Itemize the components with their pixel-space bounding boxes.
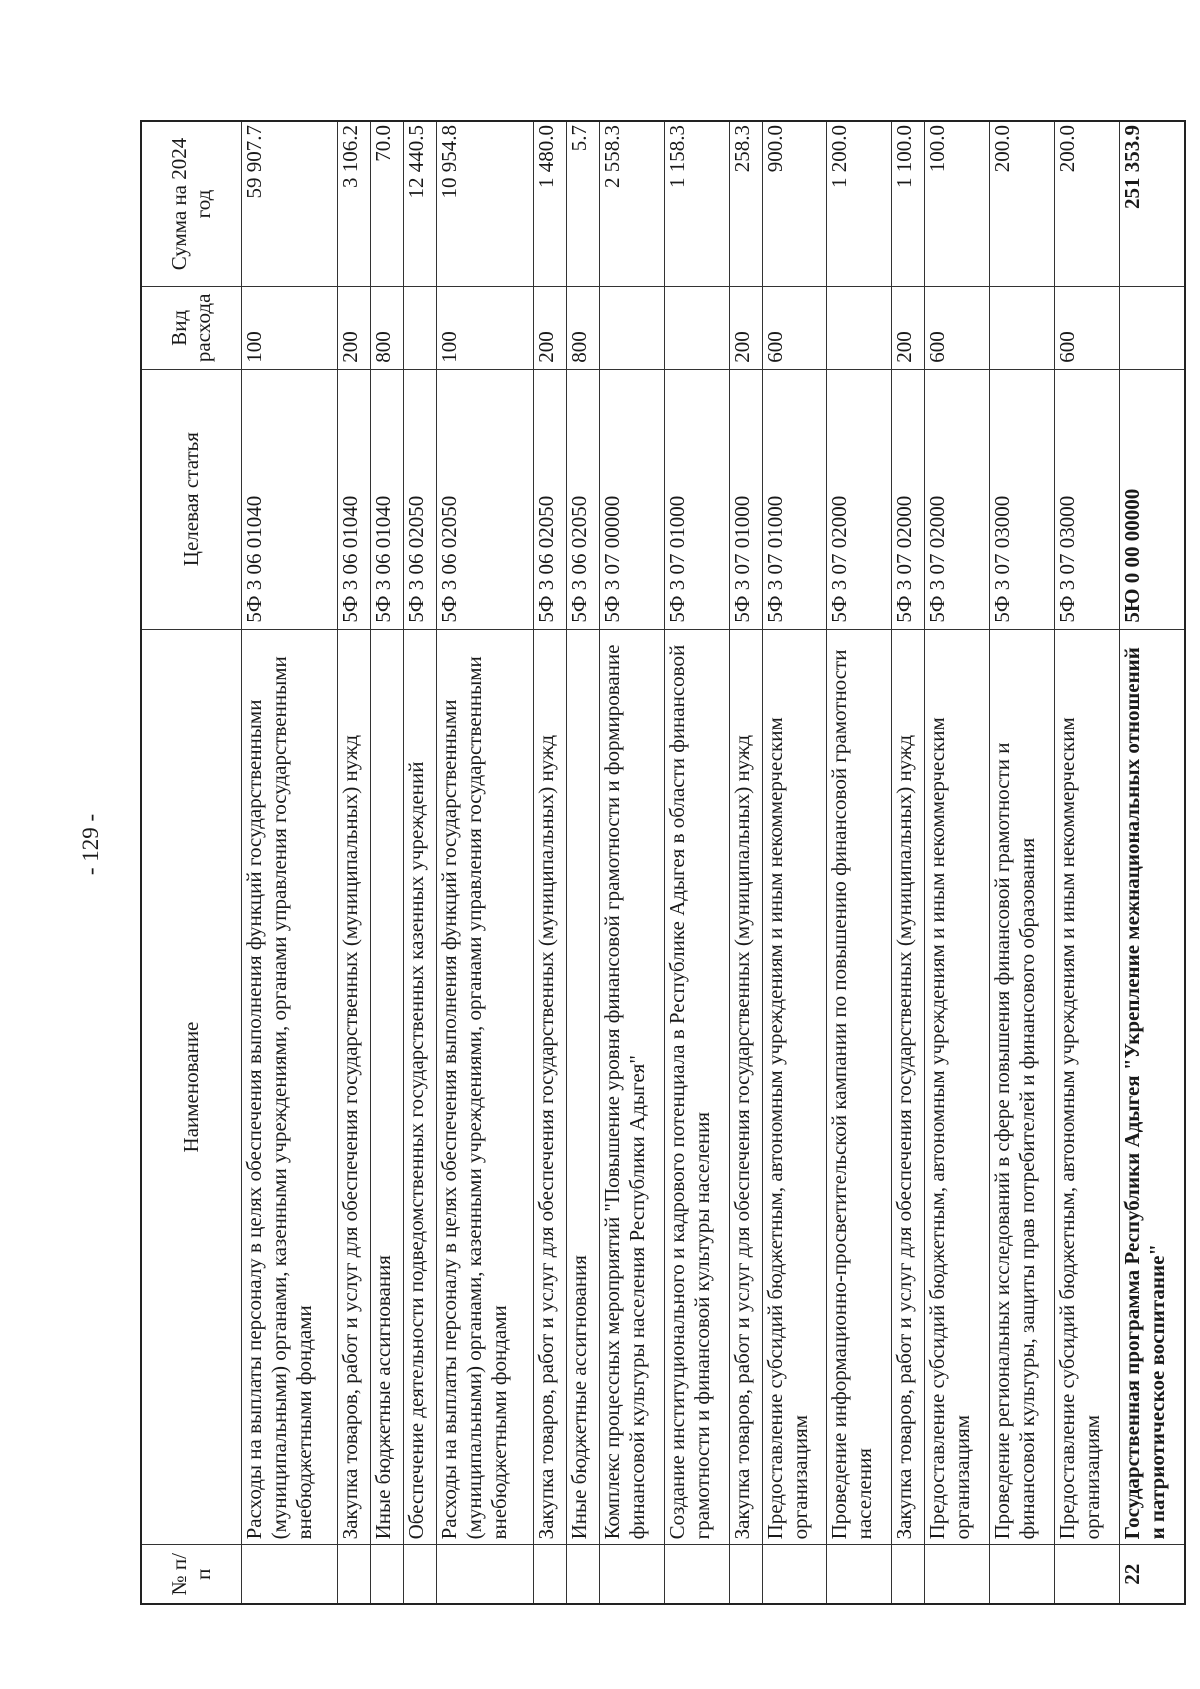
row-kind-cell: 100 — [437, 286, 534, 369]
header-kind: Вид расхода — [141, 286, 241, 369]
table-row — [762, 121, 827, 1604]
row-name-cell: Закупка товаров, работ и услуг для обеспечения государственных (муниципальных) нужд — [729, 629, 762, 1545]
table-row — [1119, 121, 1185, 1604]
row-code-cell: 5Ф 3 06 02050 — [533, 369, 566, 629]
row-number-cell: 22 — [1119, 1545, 1185, 1604]
row-amount-cell: 900.0 — [762, 121, 827, 286]
row-name-cell: Предоставление субсидий бюджетным, автономным учреждениям и иным некоммерческим организациям — [925, 629, 990, 1545]
row-code-cell: 5Ф 3 07 02000 — [827, 369, 892, 629]
row-code-cell: 5Ф 3 07 00000 — [599, 369, 664, 629]
table-row — [827, 121, 892, 1604]
table-row — [437, 121, 534, 1604]
row-kind-cell: 600 — [762, 286, 827, 369]
row-code-cell: 5Ф 3 07 02000 — [925, 369, 990, 629]
row-number-cell — [338, 1545, 371, 1604]
row-number-cell — [566, 1545, 599, 1604]
row-name-cell: Закупка товаров, работ и услуг для обеспечения государственных (муниципальных) нужд — [892, 629, 925, 1545]
row-amount-cell: 200.0 — [1055, 121, 1120, 286]
row-number-cell — [241, 1545, 338, 1604]
row-amount-cell: 100.0 — [925, 121, 990, 286]
row-kind-cell: 600 — [925, 286, 990, 369]
row-code-cell: 5Ф 3 07 01000 — [729, 369, 762, 629]
row-kind-cell: 200 — [338, 286, 371, 369]
row-number-cell — [533, 1545, 566, 1604]
header-num: № п/п — [141, 1545, 241, 1604]
row-kind-cell: 100 — [241, 286, 338, 369]
row-name-cell: Проведение региональных исследований в сфере повышения финансовой грамотности и финансовой культуры, защиты прав потребителей и финансового образования — [990, 629, 1055, 1545]
row-name-cell: Расходы на выплаты персоналу в целях обеспечения выполнения функций государственными (муниципальными) органами, казенными учреждениями, органами управления государственными внебюджетными фондами — [437, 629, 534, 1545]
row-kind-cell: 600 — [1055, 286, 1120, 369]
row-number-cell — [729, 1545, 762, 1604]
row-name-cell: Закупка товаров, работ и услуг для обеспечения государственных (муниципальных) нужд — [338, 629, 371, 1545]
table-row — [566, 121, 599, 1604]
row-kind-cell: 200 — [729, 286, 762, 369]
row-number-cell — [762, 1545, 827, 1604]
table-row — [241, 121, 338, 1604]
row-code-cell: 5Ф 3 07 01000 — [664, 369, 729, 629]
table-row — [664, 121, 729, 1604]
row-number-cell — [990, 1545, 1055, 1604]
row-kind-cell: 200 — [533, 286, 566, 369]
row-name-cell: Создание институционального и кадрового потенциала в Республике Адыгея в области финансовой грамотности и финансовой культуры населения — [664, 629, 729, 1545]
row-name-cell: Иные бюджетные ассигнования — [371, 629, 404, 1545]
row-code-cell: 5Ф 3 06 01040 — [338, 369, 371, 629]
row-kind-cell: 200 — [892, 286, 925, 369]
page-number: - 129 - — [78, 813, 103, 876]
row-code-cell: 5Ф 3 06 02050 — [437, 369, 534, 629]
row-code-cell: 5Ф 3 06 01040 — [371, 369, 404, 629]
row-number-cell — [892, 1545, 925, 1604]
row-kind-cell — [599, 286, 664, 369]
header-amount: Сумма на 2024 год — [141, 121, 241, 286]
table-row — [338, 121, 371, 1604]
row-amount-cell: 251 353.9 — [1119, 121, 1185, 286]
row-number-cell — [827, 1545, 892, 1604]
header-name: Наименование — [141, 629, 241, 1545]
row-code-cell: 5Ф 3 07 01000 — [762, 369, 827, 629]
row-code-cell: 5Ф 3 07 03000 — [990, 369, 1055, 629]
row-code-cell: 5Ф 3 06 02050 — [566, 369, 599, 629]
row-kind-cell — [664, 286, 729, 369]
row-name-cell: Обеспечение деятельности подведомственных государственных казенных учреждений — [404, 629, 437, 1545]
row-name-cell: Государственная программа Республики Адыгея "Укрепление межнациональных отношений и патриотическое воспитание" — [1119, 629, 1185, 1545]
row-amount-cell: 12 440.5 — [404, 121, 437, 286]
row-amount-cell: 1 100.0 — [892, 121, 925, 286]
row-amount-cell: 70.0 — [371, 121, 404, 286]
row-number-cell — [404, 1545, 437, 1604]
row-name-cell: Иные бюджетные ассигнования — [566, 629, 599, 1545]
row-number-cell — [371, 1545, 404, 1604]
table-row — [1055, 121, 1120, 1604]
row-name-cell: Предоставление субсидий бюджетным, автономным учреждениям и иным некоммерческим организациям — [1055, 629, 1120, 1545]
row-amount-cell: 1 480.0 — [533, 121, 566, 286]
table-row — [533, 121, 566, 1604]
table-row — [599, 121, 664, 1604]
table-row — [925, 121, 990, 1604]
row-number-cell — [1055, 1545, 1120, 1604]
row-code-cell: 5Ф 3 07 02000 — [892, 369, 925, 629]
row-code-cell: 5Ф 3 06 02050 — [404, 369, 437, 629]
row-kind-cell — [827, 286, 892, 369]
row-code-cell: 5Ф 3 06 01040 — [241, 369, 338, 629]
row-number-cell — [664, 1545, 729, 1604]
row-amount-cell: 200.0 — [990, 121, 1055, 286]
row-amount-cell: 10 954.8 — [437, 121, 534, 286]
row-name-cell: Проведение информационно-просветительской кампании по повышению финансовой грамотности населения — [827, 629, 892, 1545]
row-amount-cell: 1 200.0 — [827, 121, 892, 286]
table-row — [990, 121, 1055, 1604]
row-amount-cell: 59 907.7 — [241, 121, 338, 286]
row-kind-cell: 800 — [566, 286, 599, 369]
row-name-cell: Закупка товаров, работ и услуг для обеспечения государственных (муниципальных) нужд — [533, 629, 566, 1545]
row-amount-cell: 5.7 — [566, 121, 599, 286]
budget-table — [140, 120, 1186, 1605]
table-row — [892, 121, 925, 1604]
row-kind-cell — [990, 286, 1055, 369]
table-header-row — [141, 121, 241, 1604]
table-row — [729, 121, 762, 1604]
row-name-cell: Предоставление субсидий бюджетным, автономным учреждениям и иным некоммерческим организациям — [762, 629, 827, 1545]
row-code-cell: 5Ю 0 00 00000 — [1119, 369, 1185, 629]
table-row — [371, 121, 404, 1604]
row-amount-cell: 3 106.2 — [338, 121, 371, 286]
row-kind-cell — [404, 286, 437, 369]
row-kind-cell: 800 — [371, 286, 404, 369]
row-amount-cell: 258.3 — [729, 121, 762, 286]
row-name-cell: Комплекс процессных мероприятий "Повышение уровня финансовой грамотности и формирование финансовой культуры населения Республики Адыгея" — [599, 629, 664, 1545]
header-code: Целевая статья — [141, 369, 241, 629]
row-amount-cell: 1 158.3 — [664, 121, 729, 286]
table-body — [241, 121, 1185, 1604]
table-row — [404, 121, 437, 1604]
row-number-cell — [437, 1545, 534, 1604]
row-kind-cell — [1119, 286, 1185, 369]
row-number-cell — [599, 1545, 664, 1604]
row-code-cell: 5Ф 3 07 03000 — [1055, 369, 1120, 629]
row-name-cell: Расходы на выплаты персоналу в целях обеспечения выполнения функций государственными (муниципальными) органами, казенными учреждениями, органами управления государственными внебюджетными фондами — [241, 629, 338, 1545]
row-amount-cell: 2 558.3 — [599, 121, 664, 286]
row-number-cell — [925, 1545, 990, 1604]
